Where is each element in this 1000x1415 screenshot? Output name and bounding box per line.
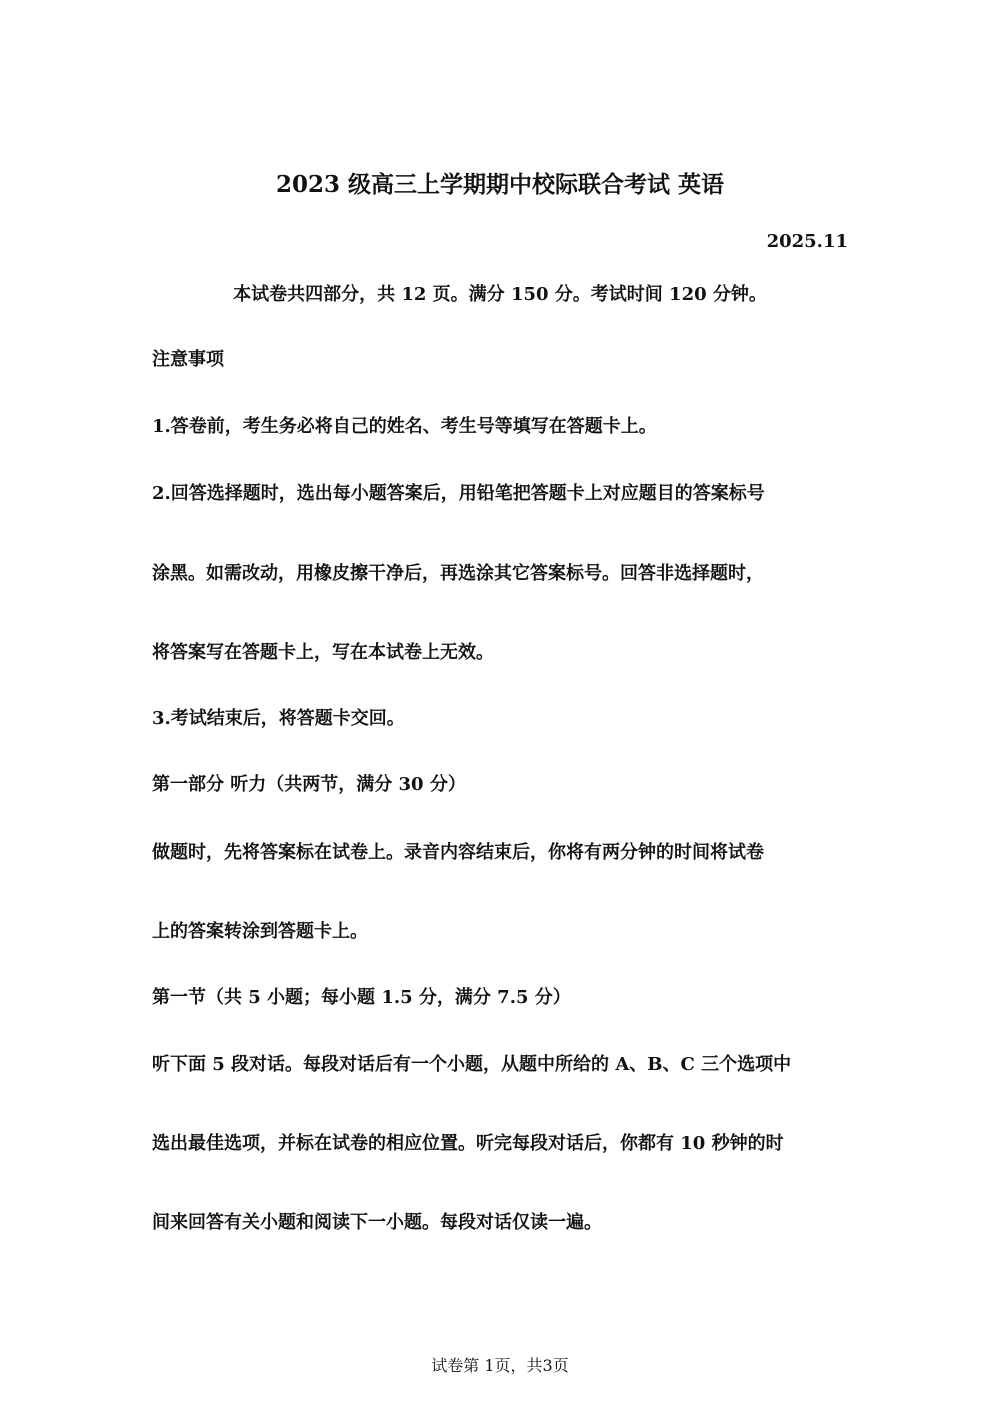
exam-intro: 本试卷共四部分，共 12 页。满分 150 分。考试时间 120 分钟。 bbox=[233, 284, 767, 305]
part-1-instruction-line-1: 做题时，先将答案标在试卷上。录音内容结束后，你将有两分钟的时间将试卷 bbox=[152, 842, 764, 863]
section-1-instruction-line-3: 间来回答有关小题和阅读下一小题。每段对话仅读一遍。 bbox=[152, 1212, 602, 1233]
section-1-heading: 第一节（共 5 小题；每小题 1.5 分，满分 7.5 分） bbox=[152, 987, 571, 1008]
note-2-line-3: 将答案写在答题卡上，写在本试卷上无效。 bbox=[152, 642, 494, 663]
note-2-line-2: 涂黑。如需改动，用橡皮擦干净后，再选涂其它答案标号。回答非选择题时， bbox=[152, 563, 764, 584]
part-1-instruction-line-2: 上的答案转涂到答题卡上。 bbox=[152, 921, 368, 942]
section-1-instruction-line-1: 听下面 5 段对话。每段对话后有一个小题，从题中所给的 A、B、C 三个选项中 bbox=[152, 1054, 792, 1075]
note-3: 3.考试结束后，将答题卡交回。 bbox=[152, 708, 405, 729]
page-footer: 试卷第 1页，共3页 bbox=[431, 1356, 569, 1375]
notes-heading: 注意事项 bbox=[152, 349, 224, 370]
section-1-instruction-line-2: 选出最佳选项，并标在试卷的相应位置。听完每段对话后，你都有 10 秒钟的时 bbox=[152, 1133, 784, 1154]
note-2-line-1: 2.回答选择题时，选出每小题答案后，用铅笔把答题卡上对应题目的答案标号 bbox=[152, 483, 765, 504]
part-1-heading: 第一部分 听力（共两节，满分 30 分） bbox=[152, 774, 466, 795]
exam-title: 2023 级高三上学期期中校际联合考试 英语 bbox=[275, 171, 725, 198]
exam-date: 2025.11 bbox=[766, 231, 848, 252]
note-1: 1.答卷前，考生务必将自己的姓名、考生号等填写在答题卡上。 bbox=[152, 416, 657, 437]
